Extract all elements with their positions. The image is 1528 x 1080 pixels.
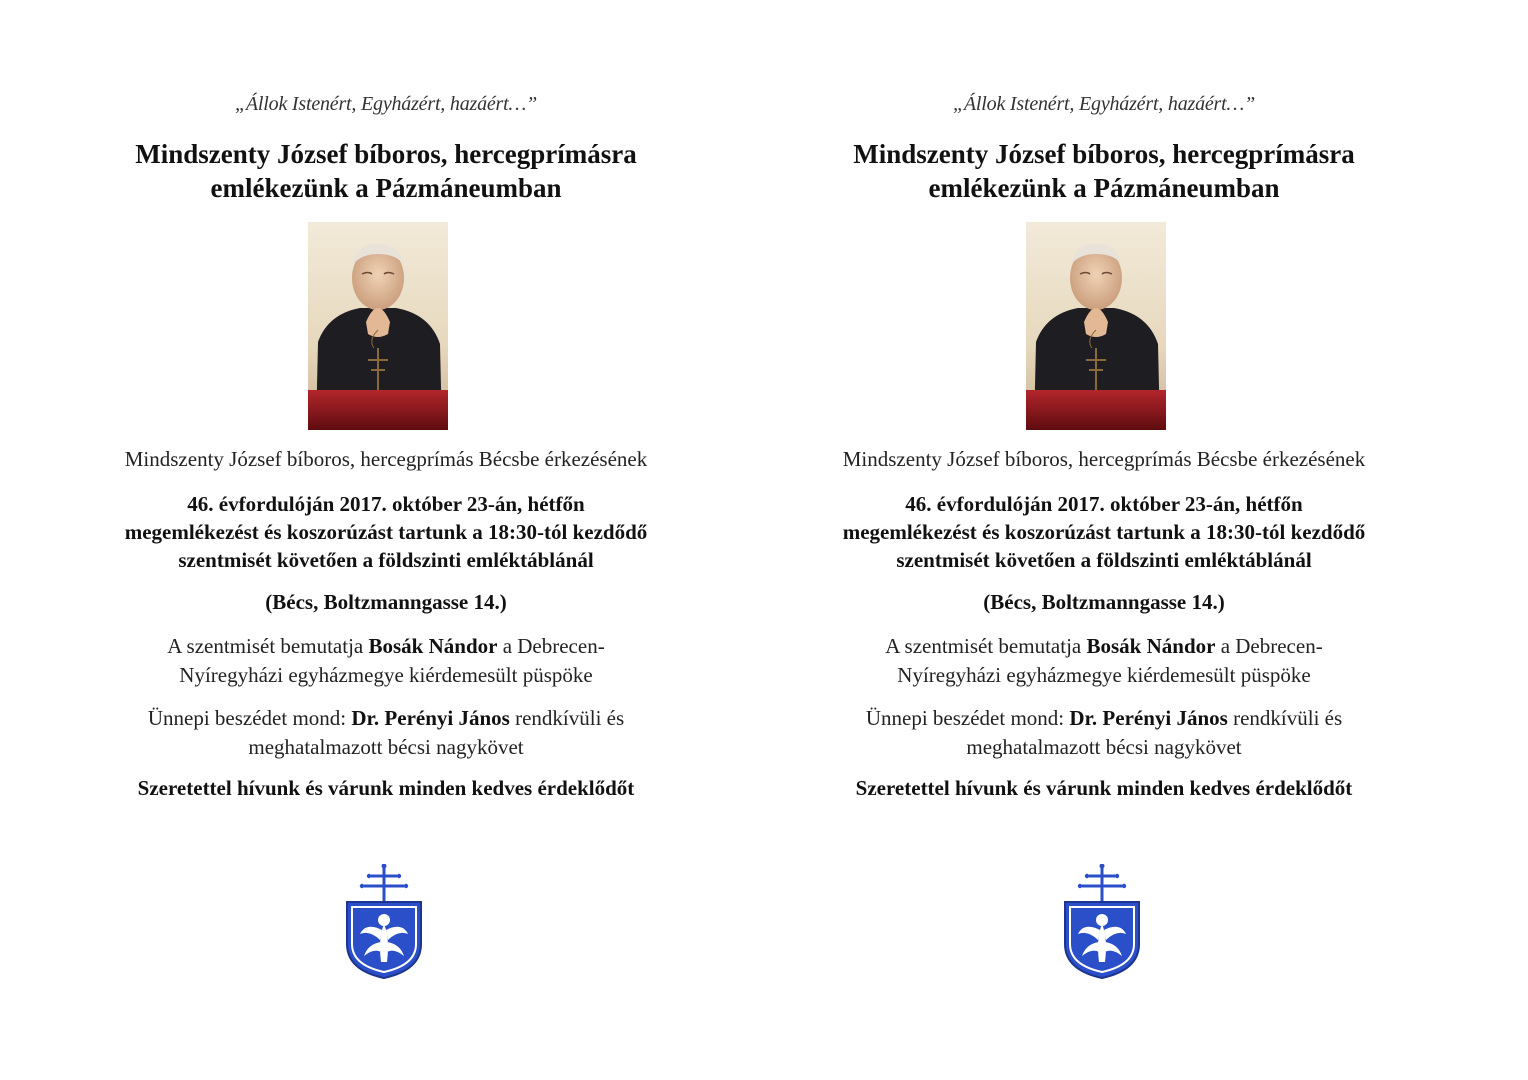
- speaker-line-1: [784, 704, 1424, 733]
- invitation: Szeretettel hívunk és várunk minden kedves érdeklődőt: [137, 776, 635, 800]
- celebrant-prefix: A szentmisét bemutatja: [167, 634, 369, 658]
- speaker-prefix: Ünnepi beszédet mond:: [147, 706, 352, 730]
- speaker-prefix: Ünnepi beszédet mond:: [865, 706, 1070, 730]
- intro-text: Mindszenty József bíboros, hercegprímás Bécsbe érkezésének: [124, 447, 648, 471]
- celebrant-prefix: A szentmisét bemutatja: [885, 634, 1087, 658]
- date-line-1: 46. évfordulóján 2017. október 23-án, hétfőn: [187, 492, 585, 516]
- celebrant-suffix: a Debrecen-: [1215, 634, 1323, 658]
- celebrant-line-1: [66, 632, 706, 661]
- date-line-2: megemlékezést és koszorúzást tartunk a 18:30-tól kezdődő: [842, 520, 1366, 544]
- date-line-3: szentmisét követően a földszinti emléktáblánál: [178, 548, 594, 572]
- motto: „Állok Istenért, Egyházért, hazáért…”: [234, 93, 538, 115]
- celebrant-name: Bosák Nándor: [368, 634, 498, 658]
- celebrant-name: Bosák Nándor: [1086, 634, 1216, 658]
- celebrant-info: [66, 632, 706, 690]
- cardinal-portrait-image: [308, 222, 448, 430]
- celebrant-line-2: Nyíregyházi egyházmegye kiérdemesült püspöke: [179, 663, 593, 687]
- flyer-right: [784, 0, 1424, 1080]
- speaker-line-1: [66, 704, 706, 733]
- speaker-info: [66, 704, 706, 762]
- address: (Bécs, Boltzmanngasse 14.): [983, 590, 1225, 614]
- speaker-line-2: meghatalmazott bécsi nagykövet: [966, 735, 1242, 759]
- motto: „Állok Istenért, Egyházért, hazáért…”: [952, 93, 1256, 115]
- address: (Bécs, Boltzmanngasse 14.): [265, 590, 507, 614]
- title-line-2: emlékezünk a Pázmáneumban: [210, 173, 562, 203]
- pazmaneum-coat-of-arms-icon: [1062, 864, 1142, 980]
- speaker-info: [784, 704, 1424, 762]
- date-line-1: 46. évfordulóján 2017. október 23-án, hétfőn: [905, 492, 1303, 516]
- invitation: Szeretettel hívunk és várunk minden kedves érdeklődőt: [855, 776, 1353, 800]
- speaker-suffix: rendkívüli és: [1227, 706, 1343, 730]
- date-block: [66, 490, 706, 574]
- celebrant-info: [784, 632, 1424, 690]
- speaker-suffix: rendkívüli és: [509, 706, 625, 730]
- celebrant-suffix: a Debrecen-: [497, 634, 605, 658]
- intro-text: Mindszenty József bíboros, hercegprímás Bécsbe érkezésének: [842, 447, 1366, 471]
- speaker-name: Dr. Perényi János: [351, 706, 510, 730]
- flyer-left: [66, 0, 706, 1080]
- celebrant-line-1: [784, 632, 1424, 661]
- date-block: [784, 490, 1424, 574]
- speaker-name: Dr. Perényi János: [1069, 706, 1228, 730]
- celebrant-line-2: Nyíregyházi egyházmegye kiérdemesült püspöke: [897, 663, 1311, 687]
- pazmaneum-coat-of-arms-icon: [344, 864, 424, 980]
- page-title: [66, 137, 706, 205]
- speaker-line-2: meghatalmazott bécsi nagykövet: [248, 735, 524, 759]
- date-line-3: szentmisét követően a földszinti emléktáblánál: [896, 548, 1312, 572]
- date-line-2: megemlékezést és koszorúzást tartunk a 18:30-tól kezdődő: [124, 520, 648, 544]
- title-line-1: Mindszenty József bíboros, hercegprímásra: [135, 139, 637, 169]
- cardinal-portrait-image: [1026, 222, 1166, 430]
- page-title: [784, 137, 1424, 205]
- title-line-1: Mindszenty József bíboros, hercegprímásra: [853, 139, 1355, 169]
- title-line-2: emlékezünk a Pázmáneumban: [928, 173, 1280, 203]
